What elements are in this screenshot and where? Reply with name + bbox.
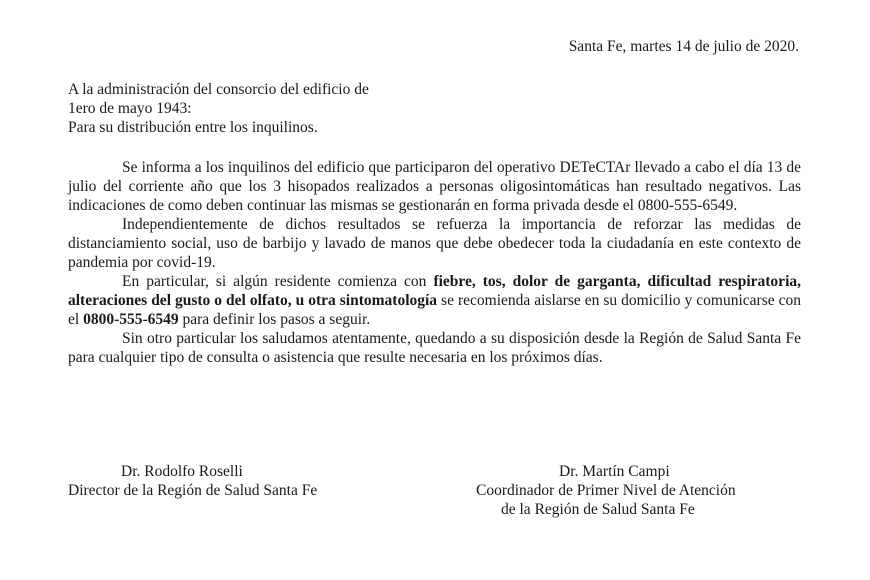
paragraph-farewell: Sin otro particular los saludamos atentamente, quedando a su disposición desde la Región de Salud Santa Fe para cualquier tipo de consulta o asistencia que resulte necesaria en los próximos días. bbox=[68, 330, 801, 366]
addressee-block bbox=[68, 80, 468, 137]
addressee-line-2: 1ero de mayo 1943: bbox=[68, 100, 192, 117]
paragraph-results: Se informa a los inquilinos del edificio que participaron del operativo DETeCTAr llevado a cabo el día 13 de julio del corriente año que los 3 hisopados realizados a personas oligosintomáticas han resultado negativos. Las indicaciones de como deben continuar las mismas se gestionarán en forma privada desde el 0800-555-6549. bbox=[68, 159, 801, 214]
signature-right-role-2: de la Región de Salud Santa Fe bbox=[501, 501, 695, 518]
addressee-line-3: Para su distribución entre los inquilinos. bbox=[68, 119, 318, 136]
symptoms-closing: para definir los pasos a seguir. bbox=[178, 311, 371, 328]
signature-left-role: Director de la Región de Salud Santa Fe bbox=[68, 482, 318, 499]
signature-left bbox=[68, 462, 388, 500]
paragraph-symptoms bbox=[68, 272, 801, 329]
phone-number: 0800-555-6549 bbox=[83, 311, 179, 328]
paragraph-measures: Independientemente de dichos resultados se refuerza la importancia de reforzar las medidas de distanciamiento social, uso de barbijo y lavado de manos que debe obedecer toda la ciudadanía en este contexto de pandemia por covid-19. bbox=[68, 216, 801, 271]
symptoms-intro: En particular, si algún residente comienza con bbox=[122, 273, 434, 290]
letter-body bbox=[68, 158, 801, 367]
symptoms-advice: se recomienda aislarse en su domicilio y comunicarse con el bbox=[68, 292, 801, 328]
signature-right-name: Dr. Martín Campi bbox=[559, 463, 670, 480]
signature-right-role-1: Coordinador de Primer Nivel de Atención bbox=[476, 482, 736, 499]
addressee-line-1: A la administración del consorcio del edificio de bbox=[68, 81, 369, 98]
date-line: Santa Fe, martes 14 de julio de 2020. bbox=[568, 38, 799, 55]
symptoms-list: fiebre, tos, dolor de garganta, dificultad respiratoria, alteraciones del gusto o del olfato, u otra sintomatología bbox=[68, 273, 801, 309]
signature-right bbox=[476, 462, 806, 519]
signature-left-name: Dr. Rodolfo Roselli bbox=[121, 463, 243, 480]
